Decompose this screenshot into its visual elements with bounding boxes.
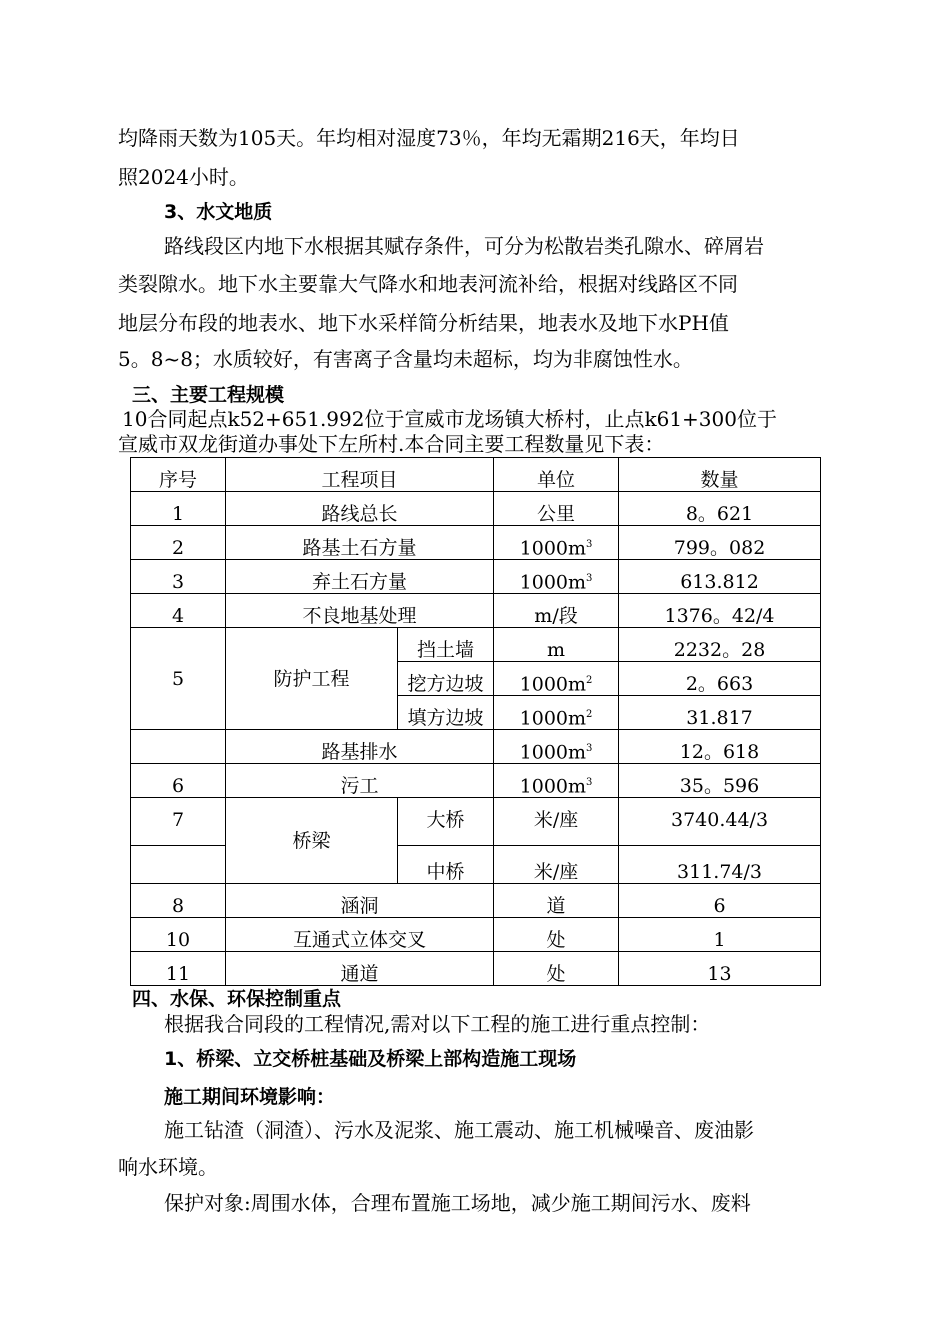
cell-item: 路线总长 — [226, 492, 494, 526]
cell-unit: 公里 — [494, 492, 619, 526]
cell-no: 7 — [131, 798, 226, 846]
unit-text: 1000m — [519, 707, 587, 729]
cell-no: 4 — [131, 594, 226, 628]
cell-no: 10 — [131, 918, 226, 952]
unit-text: 1000m — [519, 673, 587, 695]
cell-unit — [494, 696, 619, 730]
para-line: 10合同起点k52+651.992位于宣威市龙场镇大桥村，止点k61+300位于 — [122, 407, 777, 431]
para-line: 照2024小时。 — [118, 165, 249, 189]
cell-qty: 2。663 — [619, 662, 821, 696]
para-line: 根据我合同段的工程情况,需对以下工程的施工进行重点控制： — [164, 1012, 711, 1036]
cell-subitem: 填方边坡 — [398, 696, 494, 730]
para-line: 路线段区内地下水根据其赋存条件，可分为松散岩类孔隙水、碎屑岩 — [164, 234, 764, 258]
cell-unit: 处 — [494, 918, 619, 952]
heading-bridge-site: 1、桥梁、立交桥桩基础及桥梁上部构造施工现场 — [164, 1048, 577, 1070]
cell-subitem: 挡土墙 — [398, 628, 494, 662]
cell-unit: 道 — [494, 884, 619, 918]
unit-exponent: 3 — [586, 776, 593, 788]
unit-text: 1000m — [519, 571, 587, 593]
table-row — [131, 594, 821, 628]
para-line: 保护对象:周围水体，合理布置施工场地，减少施工期间污水、废料 — [164, 1191, 751, 1215]
cell-qty: 8。621 — [619, 492, 821, 526]
table-row — [131, 492, 821, 526]
table-row — [131, 764, 821, 798]
para-line: 施工钻渣（洞渣）、污水及泥浆、施工震动、施工机械噪音、废油影 — [164, 1118, 754, 1142]
cell-qty: 12。618 — [619, 730, 821, 764]
heading-hydrogeology: 3、水文地质 — [164, 201, 273, 223]
header-qty: 数量 — [619, 458, 821, 492]
para-line: 地层分布段的地表水、地下水采样简分析结果，地表水及地下水PH值 — [118, 311, 729, 335]
heading-section-4: 四、水保、环保控制重点 — [132, 988, 342, 1010]
cell-qty: 3740.44/3 — [619, 798, 821, 846]
cell-qty: 613.812 — [619, 560, 821, 594]
para-line: 宣威市双龙街道办事处下左所村.本合同主要工程数量见下表： — [118, 432, 665, 456]
cell-subitem: 大桥 — [398, 798, 494, 846]
cell-unit: m/段 — [494, 594, 619, 628]
cell-qty: 799。082 — [619, 526, 821, 560]
para-line: 均降雨天数为105天。年均相对湿度73％，年均无霜期216天，年均日 — [118, 126, 740, 150]
cell-no: 5 — [131, 628, 226, 730]
cell-no: 1 — [131, 492, 226, 526]
cell-no: 8 — [131, 884, 226, 918]
cell-qty: 13 — [619, 952, 821, 986]
heading-section-3: 三、主要工程规模 — [132, 384, 285, 406]
header-no: 序号 — [131, 458, 226, 492]
unit-text: 1000m — [519, 775, 587, 797]
cell-unit — [494, 662, 619, 696]
cell-item: 防护工程 — [226, 628, 398, 730]
table-row — [131, 952, 821, 986]
unit-exponent: 3 — [586, 572, 593, 584]
table-row — [131, 918, 821, 952]
para-line: 响水环境。 — [118, 1155, 218, 1179]
cell-no: 2 — [131, 526, 226, 560]
table-row — [131, 526, 821, 560]
cell-no — [131, 730, 226, 764]
cell-qty: 1 — [619, 918, 821, 952]
cell-unit: 米/座 — [494, 846, 619, 884]
table-row — [131, 628, 821, 662]
table-row — [131, 730, 821, 764]
table-header-row — [131, 458, 821, 492]
unit-exponent: 3 — [586, 538, 593, 550]
unit-exponent: 2 — [586, 708, 593, 720]
cell-no: 3 — [131, 560, 226, 594]
cell-item: 桥梁 — [226, 798, 398, 884]
cell-qty: 31.817 — [619, 696, 821, 730]
engineering-quantity-table — [130, 457, 821, 986]
cell-unit: m — [494, 628, 619, 662]
cell-unit: 米/座 — [494, 798, 619, 846]
cell-unit — [494, 764, 619, 798]
cell-qty: 1376。42/4 — [619, 594, 821, 628]
heading-environment-impact: 施工期间环境影响： — [164, 1086, 336, 1108]
cell-item: 涵洞 — [226, 884, 494, 918]
cell-subitem: 中桥 — [398, 846, 494, 884]
cell-no: 6 — [131, 764, 226, 798]
unit-text: 1000m — [519, 537, 587, 559]
cell-subitem: 挖方边坡 — [398, 662, 494, 696]
cell-unit: 处 — [494, 952, 619, 986]
cell-item: 互通式立体交叉 — [226, 918, 494, 952]
cell-no: 11 — [131, 952, 226, 986]
unit-exponent: 3 — [586, 742, 593, 754]
cell-qty: 6 — [619, 884, 821, 918]
para-line: 5。8~8；水质较好，有害离子含量均未超标，均为非腐蚀性水。 — [118, 347, 693, 371]
cell-qty: 2232。28 — [619, 628, 821, 662]
cell-item: 路基土石方量 — [226, 526, 494, 560]
cell-unit — [494, 730, 619, 764]
table-row — [131, 798, 821, 846]
cell-item: 弃土石方量 — [226, 560, 494, 594]
table-row — [131, 560, 821, 594]
cell-qty: 35。596 — [619, 764, 821, 798]
cell-item: 不良地基处理 — [226, 594, 494, 628]
header-unit: 单位 — [494, 458, 619, 492]
cell-unit — [494, 526, 619, 560]
cell-item: 通道 — [226, 952, 494, 986]
cell-no — [131, 846, 226, 884]
para-line: 类裂隙水。地下水主要靠大气降水和地表河流补给，根据对线路区不同 — [118, 272, 738, 296]
unit-text: 1000m — [519, 741, 587, 763]
cell-item: 路基排水 — [226, 730, 494, 764]
header-item: 工程项目 — [226, 458, 494, 492]
unit-exponent: 2 — [586, 674, 593, 686]
cell-qty: 311.74/3 — [619, 846, 821, 884]
cell-unit — [494, 560, 619, 594]
table-row — [131, 884, 821, 918]
cell-item: 污工 — [226, 764, 494, 798]
